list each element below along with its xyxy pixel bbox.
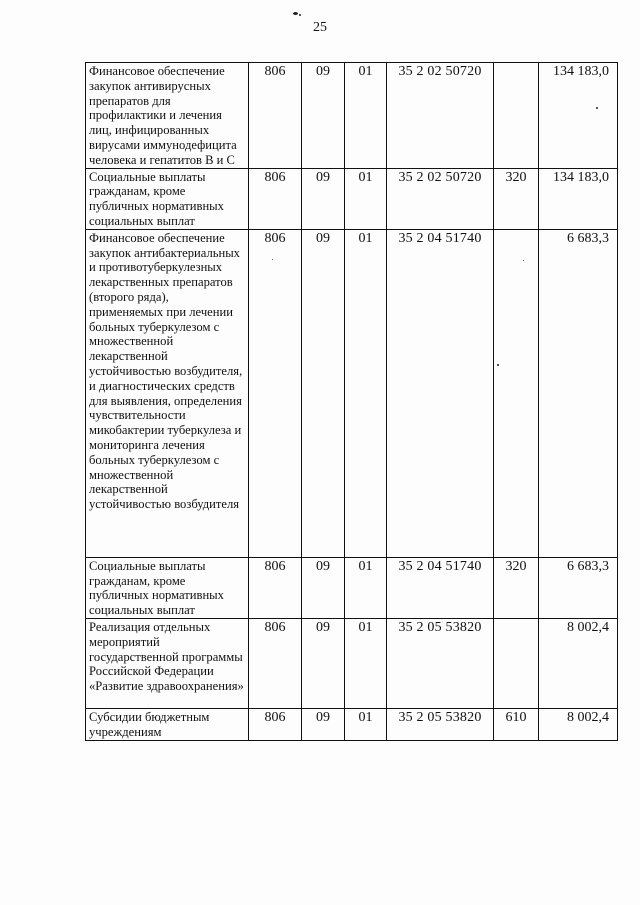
target-article-code: 35 2 05 53820 xyxy=(387,708,494,740)
scan-mark xyxy=(293,12,298,15)
ministry-code: 806 xyxy=(249,63,302,169)
row-name: Социальные выплаты гражданам, кроме публичных нормативных социальных выплат xyxy=(86,557,249,618)
amount: 134 183,0 xyxy=(539,168,618,229)
expense-type-code: 320 xyxy=(494,168,539,229)
page-number: 25 xyxy=(313,20,327,35)
scan-mark xyxy=(299,14,301,16)
table-row xyxy=(86,229,618,557)
amount: 8 002,4 xyxy=(539,708,618,740)
section-code: 09 xyxy=(302,557,345,618)
ministry-code: 806 xyxy=(249,229,302,557)
table-row xyxy=(86,557,618,618)
amount: 6 683,3 xyxy=(539,229,618,557)
ministry-code: 806 xyxy=(249,557,302,618)
row-name: Реализация отдельных мероприятий государственной программы Российской Федерации «Развитие здравоохранения» xyxy=(86,618,249,708)
section-code: 09 xyxy=(302,618,345,708)
table-row xyxy=(86,708,618,740)
amount: 134 183,0 xyxy=(539,63,618,169)
ministry-code: 806 xyxy=(249,708,302,740)
row-name: Социальные выплаты гражданам, кроме публичных нормативных социальных выплат xyxy=(86,168,249,229)
expense-type-code: 320 xyxy=(494,557,539,618)
ministry-code: 806 xyxy=(249,168,302,229)
section-code: 09 xyxy=(302,63,345,169)
target-article-code: 35 2 04 51740 xyxy=(387,557,494,618)
target-article-code: 35 2 05 53820 xyxy=(387,618,494,708)
row-name: Финансовое обеспечение закупок антибактериальных и противотуберкулезных лекарственных препаратов (второго ряда), применяемых при лечении больных туберкулезом с множественной лекарственной устойчивостью возбудителя, и диагностических средств для выявления, определения чувствительности микобактерии туберкулеза и мониторинга лечения больных туберкулезом с множественной лекарственной устойчивостью возбудителя xyxy=(86,229,249,557)
table-row xyxy=(86,618,618,708)
expense-type-code: 610 xyxy=(494,708,539,740)
budget-table xyxy=(85,62,618,741)
section-code: 09 xyxy=(302,708,345,740)
subsection-code: 01 xyxy=(345,63,387,169)
target-article-code: 35 2 02 50720 xyxy=(387,168,494,229)
subsection-code: 01 xyxy=(345,557,387,618)
subsection-code: 01 xyxy=(345,618,387,708)
expense-type-code xyxy=(494,229,539,557)
section-code: 09 xyxy=(302,229,345,557)
row-name: Финансовое обеспечение закупок антивирусных препаратов для профилактики и лечения лиц, инфицированных вирусами иммунодефицита человека и гепатитов В и С xyxy=(86,63,249,169)
table-row xyxy=(86,63,618,169)
ministry-code: 806 xyxy=(249,618,302,708)
target-article-code: 35 2 02 50720 xyxy=(387,63,494,169)
expense-type-code xyxy=(494,63,539,169)
target-article-code: 35 2 04 51740 xyxy=(387,229,494,557)
amount: 6 683,3 xyxy=(539,557,618,618)
table-row xyxy=(86,168,618,229)
row-name: Субсидии бюджетным учреждениям xyxy=(86,708,249,740)
subsection-code: 01 xyxy=(345,168,387,229)
subsection-code: 01 xyxy=(345,708,387,740)
expense-type-code xyxy=(494,618,539,708)
subsection-code: 01 xyxy=(345,229,387,557)
amount: 8 002,4 xyxy=(539,618,618,708)
section-code: 09 xyxy=(302,168,345,229)
